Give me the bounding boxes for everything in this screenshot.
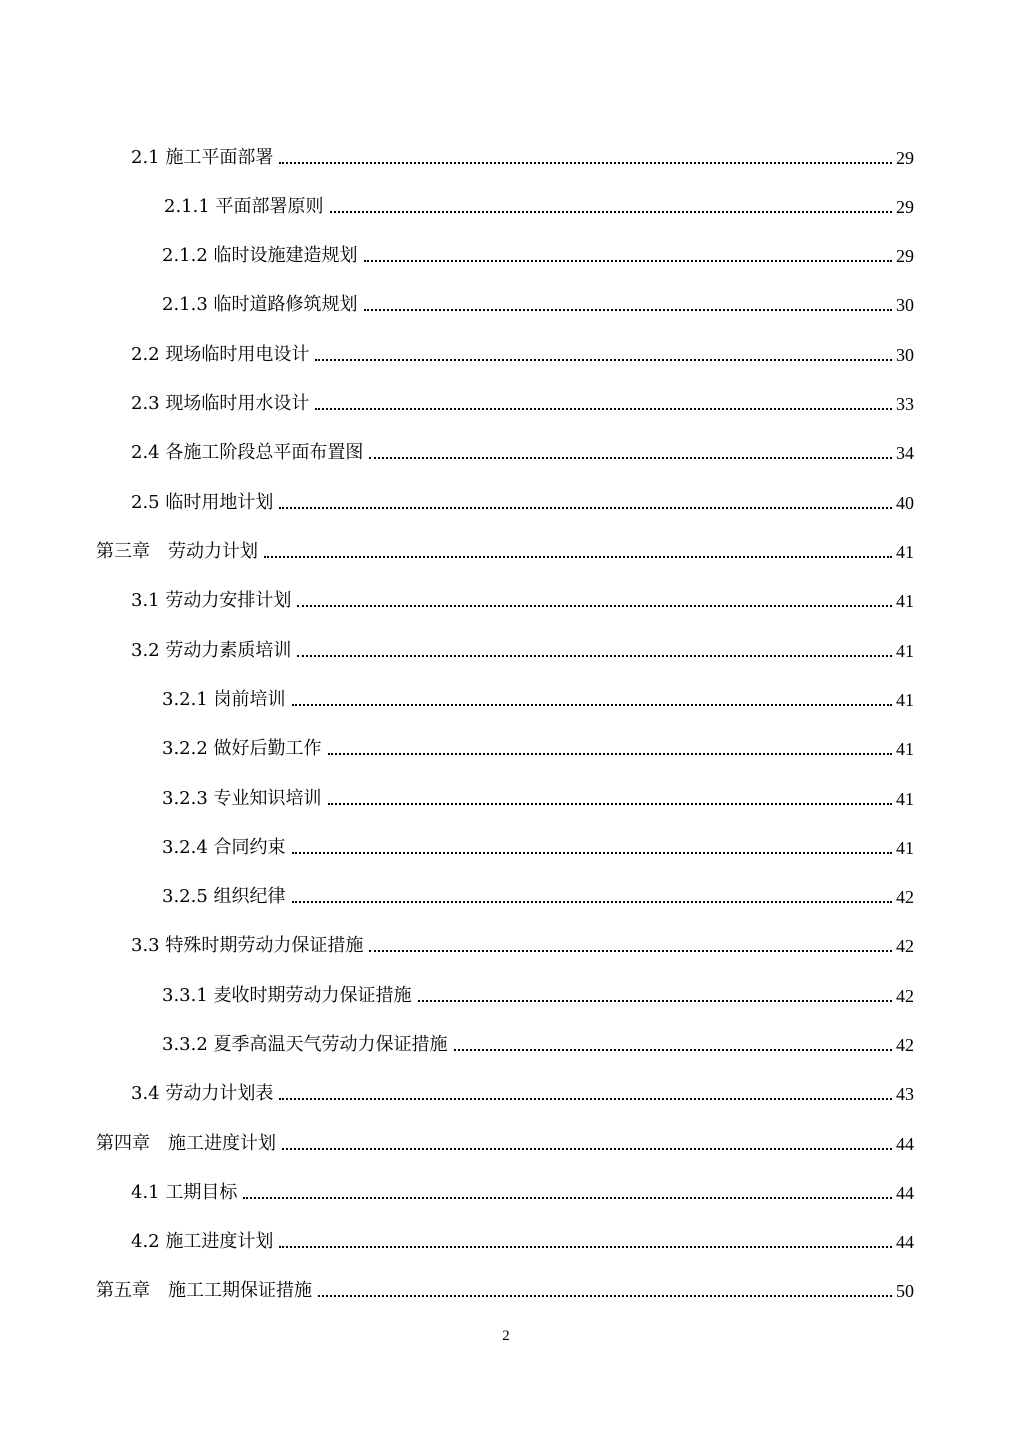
toc-dot-leader bbox=[330, 211, 892, 213]
toc-entry[interactable] bbox=[131, 336, 914, 366]
toc-entry-label: 2.1 施工平面部署 bbox=[131, 147, 274, 168]
toc-dot-leader bbox=[279, 507, 892, 509]
toc-entry-label: 3.2.2 做好后勤工作 bbox=[162, 738, 322, 759]
toc-entry[interactable] bbox=[131, 632, 914, 662]
toc-entry-page: 41 bbox=[896, 542, 914, 562]
toc-entry-label: 2.2 现场临时用电设计 bbox=[131, 344, 310, 365]
toc-dot-leader bbox=[297, 605, 892, 607]
toc-entry-page: 30 bbox=[896, 345, 914, 365]
toc-entry[interactable] bbox=[162, 1026, 914, 1056]
toc-entry-label: 3.3 特殊时期劳动力保证措施 bbox=[131, 935, 364, 956]
toc-entry[interactable] bbox=[131, 1174, 914, 1204]
toc-dot-leader bbox=[264, 556, 892, 558]
toc-entry-page: 41 bbox=[896, 789, 914, 809]
toc-dot-leader bbox=[315, 408, 892, 410]
toc-entry[interactable] bbox=[162, 977, 914, 1007]
toc-dot-leader bbox=[297, 655, 892, 657]
toc-entry-page: 42 bbox=[896, 936, 914, 956]
toc-entry[interactable] bbox=[164, 188, 914, 218]
toc-entry[interactable] bbox=[131, 927, 914, 957]
toc-entry-page: 29 bbox=[896, 148, 914, 168]
toc-entry[interactable] bbox=[162, 780, 914, 810]
toc-entry-page: 50 bbox=[896, 1281, 914, 1301]
toc-entry-page: 34 bbox=[896, 443, 914, 463]
toc-entry-label: 3.3.2 夏季高温天气劳动力保证措施 bbox=[162, 1034, 448, 1055]
toc-dot-leader bbox=[369, 950, 892, 952]
toc-entry-label: 3.1 劳动力安排计划 bbox=[131, 590, 292, 611]
toc-dot-leader bbox=[315, 359, 892, 361]
toc-entry-page: 29 bbox=[896, 246, 914, 266]
toc-chapter-entry[interactable] bbox=[96, 1125, 914, 1155]
toc-dot-leader bbox=[364, 260, 892, 262]
toc-entry[interactable] bbox=[131, 385, 914, 415]
toc-entry[interactable] bbox=[131, 1223, 914, 1253]
toc-entry-label: 3.2.4 合同约束 bbox=[162, 837, 286, 858]
toc-entry-label: 第四章 施工进度计划 bbox=[96, 1133, 276, 1154]
toc-entry-label: 2.1.2 临时设施建造规划 bbox=[162, 245, 358, 266]
toc-entry[interactable] bbox=[162, 730, 914, 760]
toc-dot-leader bbox=[418, 1000, 892, 1002]
toc-dot-leader bbox=[364, 309, 892, 311]
toc-entry-page: 43 bbox=[896, 1084, 914, 1104]
toc-dot-leader bbox=[292, 704, 892, 706]
toc-entry-page: 44 bbox=[896, 1232, 914, 1252]
toc-entry-page: 44 bbox=[896, 1183, 914, 1203]
toc-entry-label: 4.1 工期目标 bbox=[131, 1182, 238, 1203]
toc-entry[interactable] bbox=[162, 878, 914, 908]
toc-entry-label: 3.2.5 组织纪律 bbox=[162, 886, 286, 907]
toc-dot-leader bbox=[328, 803, 892, 805]
toc-dot-leader bbox=[279, 162, 892, 164]
toc-dot-leader bbox=[282, 1148, 892, 1150]
toc-chapter-entry[interactable] bbox=[96, 533, 914, 563]
toc-dot-leader bbox=[243, 1197, 892, 1199]
toc-entry-page: 40 bbox=[896, 493, 914, 513]
toc-chapter-entry[interactable] bbox=[96, 1272, 914, 1302]
toc-dot-leader bbox=[318, 1295, 892, 1297]
toc-entry[interactable] bbox=[131, 139, 914, 169]
toc-entry-page: 41 bbox=[896, 591, 914, 611]
toc-entry-label: 2.5 临时用地计划 bbox=[131, 492, 274, 513]
toc-entry-page: 42 bbox=[896, 1035, 914, 1055]
toc-dot-leader bbox=[279, 1098, 892, 1100]
toc-entry-page: 42 bbox=[896, 887, 914, 907]
toc-entry-label: 第五章 施工工期保证措施 bbox=[96, 1280, 312, 1301]
toc-entry-label: 3.2.3 专业知识培训 bbox=[162, 788, 322, 809]
toc-entry[interactable] bbox=[162, 829, 914, 859]
toc-entry-page: 41 bbox=[896, 690, 914, 710]
toc-entry-page: 44 bbox=[896, 1134, 914, 1154]
toc-entry-label: 3.4 劳动力计划表 bbox=[131, 1083, 274, 1104]
toc-dot-leader bbox=[454, 1049, 892, 1051]
toc-entry-page: 41 bbox=[896, 739, 914, 759]
toc-entry-page: 29 bbox=[896, 197, 914, 217]
toc-dot-leader bbox=[369, 457, 892, 459]
toc-entry-page: 33 bbox=[896, 394, 914, 414]
toc-entry-label: 2.3 现场临时用水设计 bbox=[131, 393, 310, 414]
toc-entry-page: 42 bbox=[896, 986, 914, 1006]
toc-entry-label: 3.2 劳动力素质培训 bbox=[131, 640, 292, 661]
toc-entry-label: 3.2.1 岗前培训 bbox=[162, 689, 286, 710]
toc-entry[interactable] bbox=[131, 434, 914, 464]
toc-entry[interactable] bbox=[162, 286, 914, 316]
toc-entry-page: 41 bbox=[896, 838, 914, 858]
toc-entry-label: 第三章 劳动力计划 bbox=[96, 541, 258, 562]
toc-entry[interactable] bbox=[162, 681, 914, 711]
toc-entry-label: 4.2 施工进度计划 bbox=[131, 1231, 274, 1252]
toc-dot-leader bbox=[292, 852, 892, 854]
toc-entry-label: 2.1.3 临时道路修筑规划 bbox=[162, 294, 358, 315]
toc-entry-label: 2.4 各施工阶段总平面布置图 bbox=[131, 442, 364, 463]
toc-entry[interactable] bbox=[131, 484, 914, 514]
toc-entry-label: 2.1.1 平面部署原则 bbox=[164, 196, 324, 217]
toc-entry[interactable] bbox=[162, 237, 914, 267]
toc-dot-leader bbox=[328, 753, 892, 755]
toc-dot-leader bbox=[292, 901, 892, 903]
toc-entry[interactable] bbox=[131, 1075, 914, 1105]
toc-dot-leader bbox=[279, 1246, 892, 1248]
toc-entry-label: 3.3.1 麦收时期劳动力保证措施 bbox=[162, 985, 412, 1006]
page-number: 2 bbox=[502, 1328, 510, 1344]
toc-entry-page: 41 bbox=[896, 641, 914, 661]
toc-entry-page: 30 bbox=[896, 295, 914, 315]
toc-entry[interactable] bbox=[131, 582, 914, 612]
